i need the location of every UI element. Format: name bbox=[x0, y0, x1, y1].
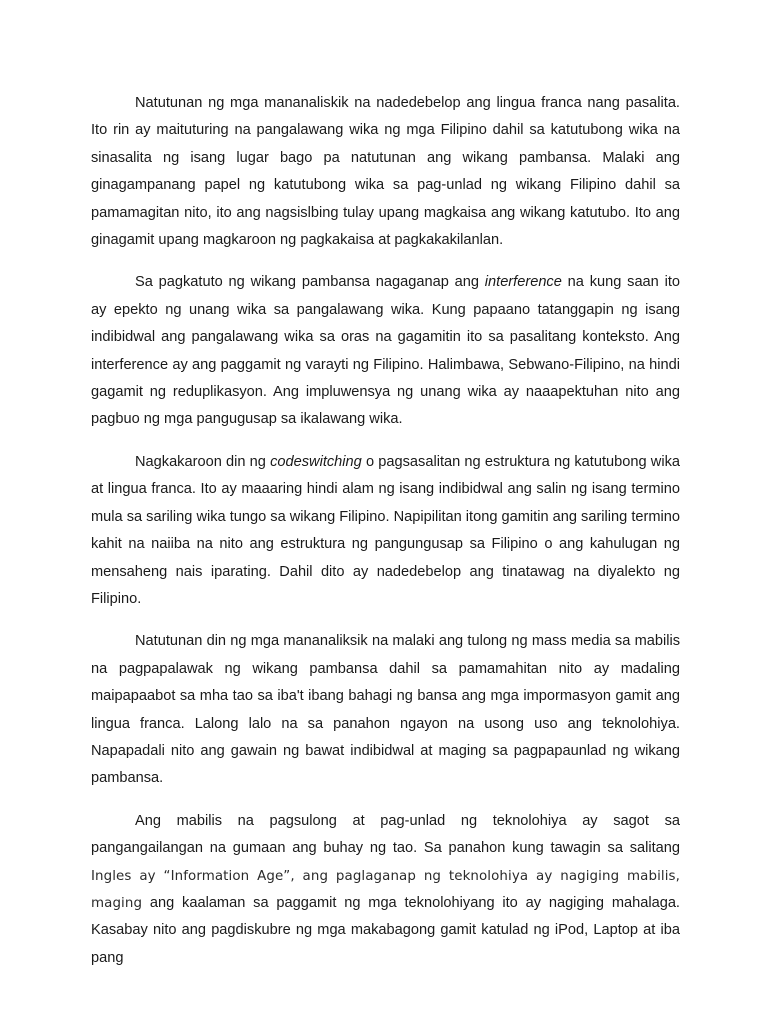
paragraph-5 bbox=[91, 808, 680, 972]
paragraph-text: o pagsasalitan ng estruktura ng katutubong wika at lingua franca. Ito ay maaaring hindi alam ng isang indibidwal ang salin ng isang termino mula sa sariling wika tungo sa wikang Filipino. Napipilitan itong gamitin ang sariling termino kahit na naiiba na nito ang estruktura ng pangungusap sa Filipino o ang kahulugan ng mensaheng nais iparating. Dahil dito ay nadedebelop ang tinatawag na diyalekto ng Filipino. bbox=[91, 453, 680, 607]
paragraph-text-alt-font: Ingles ay “Information Age”, ang paglaganap ng teknolohiya ay nagiging mabilis, maging bbox=[91, 868, 680, 911]
paragraph-3 bbox=[91, 449, 680, 613]
paragraph-text: Natutunan ng mga mananaliskik na nadedebelop ang lingua franca nang pasalita. Ito rin ay maituturing na pangalawang wika ng mga Filipino dahil sa katutubong wika na sinasalita ng isang lugar bago pa natutunan ang wikang pambansa. Malaki ang ginagampanang papel ng katutubong wika sa pag-unlad ng wikang Filipino dahil sa pamamagitan nito, ito ang nagsislbing tulay upang magkaisa ang wikang katutubo. Ito ang ginagamit upang magkaroon ng pagkakaisa at pagkakakilanlan. bbox=[91, 95, 680, 249]
paragraph-1 bbox=[91, 90, 680, 254]
paragraph-text: Natutunan din ng mga mananaliksik na malaki ang tulong ng mass media sa mabilis na pagpapalawak ng wikang pambansa dahil sa pamamahitan nito ay madaling maipapaabot sa mha tao sa iba't ibang bahagi ng bansa ang mga impormasyon gamit ang lingua franca. Lalong lalo na sa panahon ngayon na usong uso ang teknolohiya. Napapadali nito ang gawain ng bawat indibidwal at maging sa pagpapaunlad ng wikang pambansa. bbox=[91, 633, 680, 787]
paragraph-2 bbox=[91, 269, 680, 433]
document-body bbox=[91, 90, 680, 987]
paragraph-text: Sa pagkatuto ng wikang pambansa nagaganap ang bbox=[135, 274, 485, 291]
italic-term-codeswitching: codeswitching bbox=[270, 453, 362, 470]
paragraph-4 bbox=[91, 628, 680, 792]
paragraph-text: Nagkakaroon din ng bbox=[135, 453, 271, 470]
paragraph-text: na kung saan ito ay epekto ng unang wika sa pangalawang wika. Kung papaano tatanggapin ng isang indibidwal ang pangalawang wika sa oras na gagamitin ito sa pasalitang konteksto. Ang interference ay ang paggamit ng varayti ng Filipino. Halimbawa, Sebwano-Filipino, na hindi gagamit ng reduplikasyon. Ang impluwensya ng unang wika ay naaapektuhan nito ang pagbuo ng mga pangugusap sa ikalawang wika. bbox=[91, 274, 681, 428]
paragraph-text: Ang mabilis na pagsulong at pag-unlad ng teknolohiya ay sagot sa pangangailangan na gumaan ang buhay ng tao. Sa panahon kung tawagin sa salitang bbox=[91, 812, 680, 857]
paragraph-text: ang kaalaman sa paggamit ng mga teknolohiyang ito ay nagiging mahalaga. Kasabay nito ang pagdiskubre ng mga makabagong gamit katulad ng iPod, Laptop at iba pang bbox=[91, 894, 680, 966]
italic-term-interference: interference bbox=[484, 274, 562, 291]
